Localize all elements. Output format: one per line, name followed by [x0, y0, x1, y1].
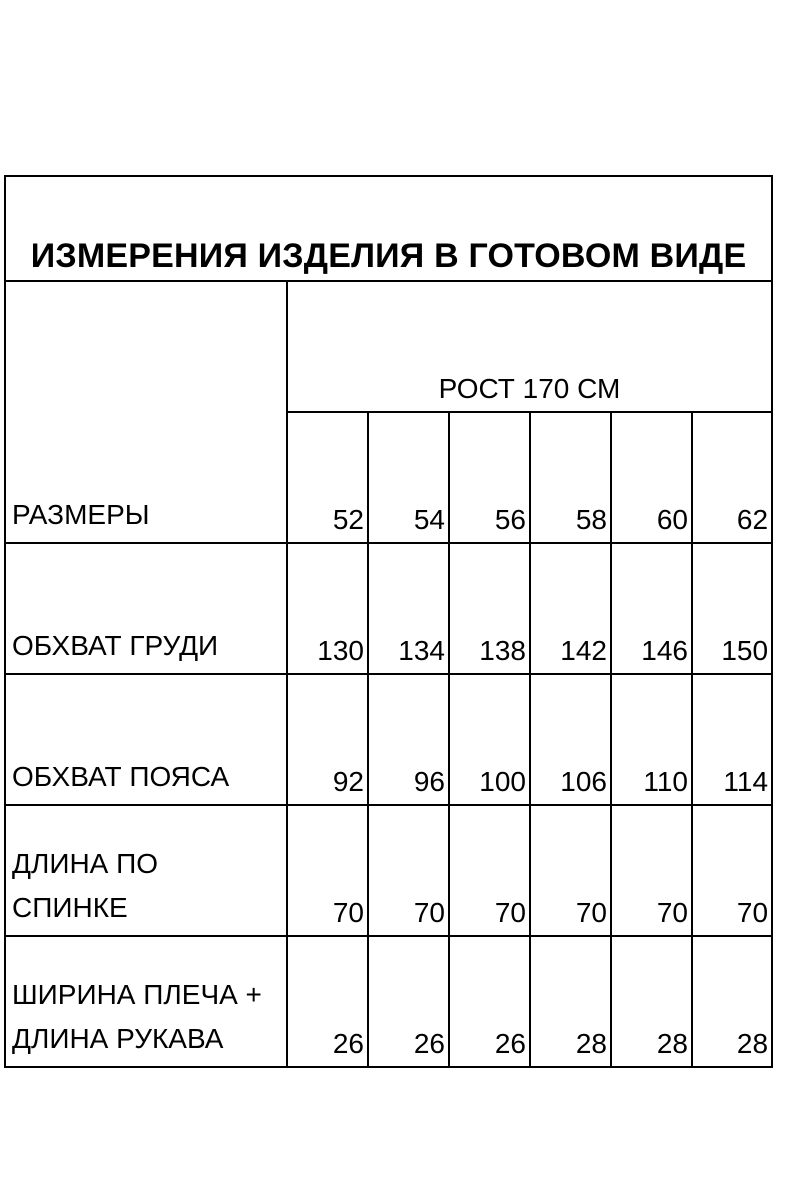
table-row-shoulder-sleeve	[5, 936, 772, 1067]
row-label-line: СПИНКЕ	[12, 891, 128, 923]
shoulder-sleeve-value: 28	[692, 936, 772, 1067]
table-row-back-length	[5, 805, 772, 936]
back-length-value: 70	[530, 805, 611, 936]
shoulder-sleeve-value: 26	[368, 936, 449, 1067]
row-label-line: РАЗМЕРЫ	[12, 498, 150, 530]
size-value: 60	[611, 412, 692, 543]
back-length-value: 70	[287, 805, 368, 936]
chest-value: 138	[449, 543, 530, 674]
shoulder-sleeve-value: 26	[287, 936, 368, 1067]
height-row	[5, 281, 772, 412]
row-label-chest	[5, 543, 287, 674]
waist-value: 114	[692, 674, 772, 805]
chest-value: 150	[692, 543, 772, 674]
shoulder-sleeve-value: 28	[530, 936, 611, 1067]
back-length-value: 70	[449, 805, 530, 936]
back-length-value: 70	[611, 805, 692, 936]
shoulder-sleeve-value: 28	[611, 936, 692, 1067]
row-label-back-length	[5, 805, 287, 936]
row-label-line: ШИРИНА ПЛЕЧА +	[12, 979, 262, 1011]
waist-value: 100	[449, 674, 530, 805]
chest-value: 130	[287, 543, 368, 674]
title-row	[5, 176, 772, 281]
size-value: 58	[530, 412, 611, 543]
row-label-sizes	[5, 281, 287, 543]
back-length-value: 70	[692, 805, 772, 936]
row-label-waist	[5, 674, 287, 805]
row-label-line: ОБХВАТ ПОЯСА	[12, 760, 230, 792]
chest-value: 142	[530, 543, 611, 674]
chest-value: 146	[611, 543, 692, 674]
size-value: 62	[692, 412, 772, 543]
waist-value: 96	[368, 674, 449, 805]
table-row-waist	[5, 674, 772, 805]
size-chart-body	[5, 176, 772, 1067]
waist-value: 110	[611, 674, 692, 805]
waist-value: 106	[530, 674, 611, 805]
size-value: 54	[368, 412, 449, 543]
size-value: 56	[449, 412, 530, 543]
row-label-line: ОБХВАТ ГРУДИ	[12, 629, 219, 661]
back-length-value: 70	[368, 805, 449, 936]
size-chart-table	[4, 175, 773, 1068]
height-label: РОСТ 170 СМ	[287, 281, 772, 412]
shoulder-sleeve-value: 26	[449, 936, 530, 1067]
row-label-line: ДЛИНА РУКАВА	[12, 1022, 224, 1054]
table-row-chest	[5, 543, 772, 674]
table-title: ИЗМЕРЕНИЯ ИЗДЕЛИЯ В ГОТОВОМ ВИДЕ	[5, 176, 772, 281]
row-label-shoulder-sleeve	[5, 936, 287, 1067]
row-label-line: ДЛИНА ПО	[12, 848, 159, 880]
waist-value: 92	[287, 674, 368, 805]
chest-value: 134	[368, 543, 449, 674]
size-value: 52	[287, 412, 368, 543]
